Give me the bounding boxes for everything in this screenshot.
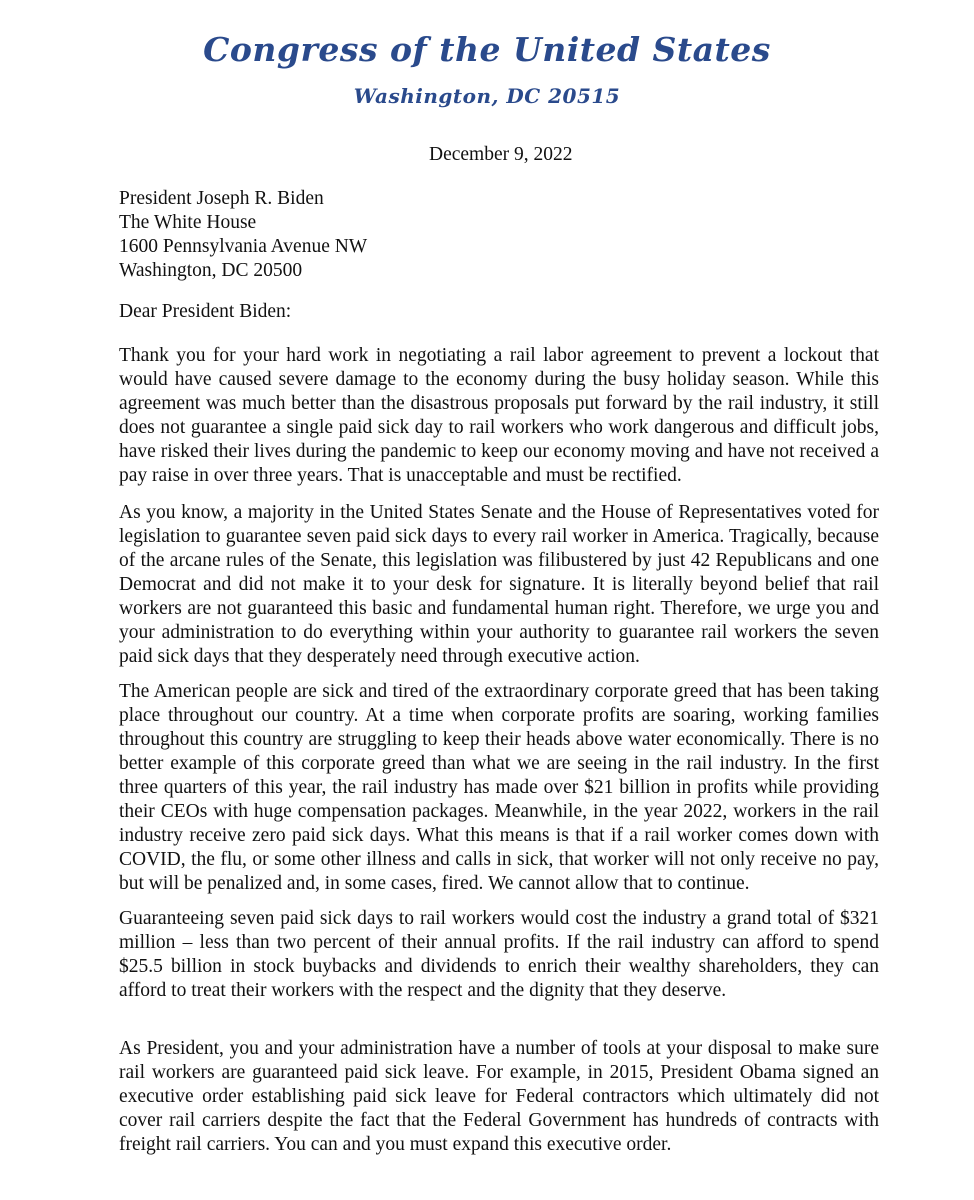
body-paragraph-1: Thank you for your hard work in negotiating a rail labor agreement to prevent a lockout that would have caused severe damage to the economy during the busy holiday season. While this agreement was much better than the disastrous proposals put forward by the rail industry, it still does not guarantee a single paid sick day to rail workers who work dangerous and difficult jobs, have risked their lives during the pandemic to keep our economy moving and have not received a pay raise in over three years. That is unacceptable and must be rectified. bbox=[119, 345, 879, 486]
recipient-office: The White House bbox=[119, 212, 257, 233]
body-paragraph-4: Guaranteeing seven paid sick days to rail workers would cost the industry a grand total of $321 million – less than two percent of their annual profits. If the rail industry can afford to spend $25.5 billion in stock buybacks and dividends to enrich their wealthy shareholders, they can afford to treat their workers with the respect and the dignity that they deserve. bbox=[119, 908, 879, 1001]
body-paragraph-2: As you know, a majority in the United States Senate and the House of Representatives voted for legislation to guarantee seven paid sick days to every rail worker in America. Tragically, because of the arcane rules of the Senate, this legislation was filibustered by just 42 Republicans and one Democrat and did not make it to your desk for signature. It is literally beyond belief that rail workers are not guaranteed this basic and fundamental human right. Therefore, we urge you and your administration to do everything within your authority to guarantee rail workers the seven paid sick days that they desperately need through executive action. bbox=[119, 502, 879, 667]
letter-date: December 9, 2022 bbox=[429, 144, 573, 165]
body-paragraph-3: The American people are sick and tired of the extraordinary corporate greed that has been taking place throughout our country. At a time when corporate profits are soaring, working families throughout this country are struggling to keep their heads above water economically. There is no better example of this corporate greed than what we are seeing in the rail industry. In the first three quarters of this year, the rail industry has made over $21 billion in profits while providing their CEOs with huge compensation packages. Meanwhile, in the year 2022, workers in the rail industry receive zero paid sick days. What this means is that if a rail worker comes down with COVID, the flu, or some other illness and calls in sick, that worker will not only receive no pay, but will be penalized and, in some cases, fired. We cannot allow that to continue. bbox=[119, 681, 879, 894]
letterhead-subtitle: Washington, DC 20515 bbox=[353, 84, 621, 108]
recipient-address bbox=[119, 187, 367, 283]
body-paragraph-5: As President, you and your administration have a number of tools at your disposal to make sure rail workers are guaranteed paid sick leave. For example, in 2015, President Obama signed an executive order establishing paid sick leave for Federal contractors which ultimately did not cover rail carriers despite the fact that the Federal Government has hundreds of contracts with freight rail carriers. You can and you must expand this executive order. bbox=[119, 1038, 879, 1155]
recipient-city: Washington, DC 20500 bbox=[119, 260, 303, 281]
recipient-name: President Joseph R. Biden bbox=[119, 188, 324, 209]
recipient-street: 1600 Pennsylvania Avenue NW bbox=[119, 236, 368, 257]
letterhead-title: Congress of the United States bbox=[203, 30, 771, 69]
salutation: Dear President Biden: bbox=[119, 301, 292, 322]
